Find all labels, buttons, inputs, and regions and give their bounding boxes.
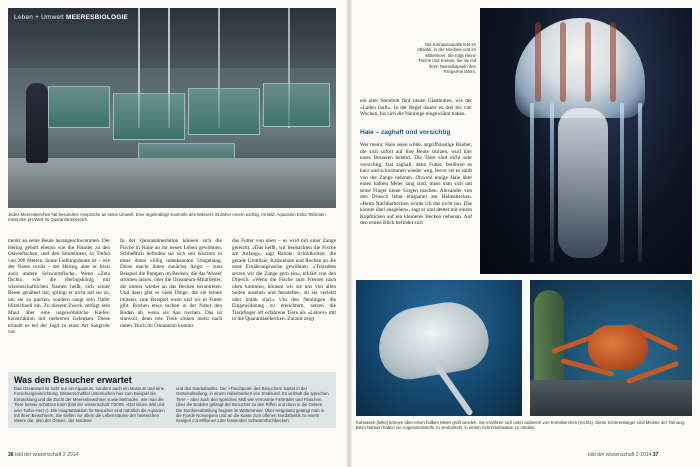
aquarium-tank — [188, 88, 260, 135]
jellyfish-tentacle — [638, 103, 642, 263]
ray-body — [373, 296, 493, 384]
box-text-right: und des Nordatlantiks. Der »Touchpool« des Besuchers startet in der Ostseeabteilung, in einem Hafenbecken von Stralsund. Es verläuft die typischen Tiere – aber auch den typischen Müll wie verrostete Fahrräder und Flaschen. Über die Bodden gelangt der Besucher zu den Riffen und dann in die Ostsee. Die Nordseeabteilung beginnt im Wattenmeer. Über Helgoland gelangt man in die Fjorde Norwegens und an die Kante zum offenen Nordatlantik zu einem riesigen 2,6 Millionen Liter fassenden Schwarmfischbecken. — [176, 386, 329, 424]
jellyfish-tentacle — [530, 103, 534, 263]
kicker-topic: MEERESBIOLOGIE — [65, 14, 128, 21]
seabed-rock — [530, 380, 692, 416]
bell-stripe — [585, 22, 591, 102]
aquarium-lab-photo — [8, 8, 336, 208]
jellyfish-caption: Die Kompassqualle lebt im Atlantik, in der Nordsee und im Mittelmeer. Sie trägt kleine Fische und Krebse, die sie mit ihren Nesselkapseln ihre Fangarme lähmt. — [417, 42, 476, 75]
section-heading: Haie – zaghaft und vorsichtig — [360, 129, 451, 136]
aquarium-tank — [113, 93, 185, 140]
body-column-2: In der Quarantänestation können sich die Fische in Ruhe an ihr neues Leben gewöhnen. Schließlich befinden sie sich seit Kurzem in einer ihnen völlig unbekannten Umgebung. Diese macht ihnen zunächst Angst – zum Beispiel die Pumpen im Becken, die das Wasser strömen lassen, oder die Ozeaneum-Mitarbeiter, die immer wieder an das Becken herantreten. Und dann gibt es viele Dinge, die sie lernen müssen, zum Beispiel wann und wo es Futter gibt. Rochen etwa suchen in der Natur den Boden ab, wenn sie Aas riechen. Das ist sinnvoll, denn tote Tiere sinken meist nach unten. Doch im Ozeaneum kommt — [120, 238, 222, 329]
body-column-1: merkt an seine Beute herangeschwommen. Der Hering gehört ebenso wie die Flunder zu den Ostseefischen, und den Stintelmeer, in Tiefen von 200 Metern. Seine Lieblingsbeute ist – wie der Name verrät – der Hering, aber er frisst auch andere Schwarmfische. Wenn »Zeta fischt«, wie die Heringskönig mit wissenschaftlichen Namen heißt, sich seiner Beute genähert hat, springt er nicht auf sie zu, um sie zu packen, sondern saugt sein Opfer blitzschnell ein. Zu diesem Zweck verfügt sein Maul über eine ungewöhnliche Kiefer-konstruktion mit mehreren Gelenken. Diese erlaubt es bei der Jagd zu einer Art Saugrohr vor. — [8, 238, 110, 335]
footer-title: bild der wissenschaft 2·2014 — [14, 452, 79, 458]
right-body-intro: ein alter Steinbutt fünf neuen Glattbutten, wie der »Laden läuft«. In der Regel dauert es drei bis vier Wochen, bis sich die Neulinge eingewöhnt haben. — [360, 98, 472, 117]
bell-stripe — [610, 22, 616, 102]
jellyfish-tentacle — [550, 103, 554, 263]
section-kicker — [14, 14, 128, 21]
footer-title: bild der wissenschaft 2·2014 — [588, 452, 652, 458]
visitor-info-box — [8, 372, 336, 428]
jellyfish-tentacle — [620, 103, 624, 263]
box-title: Was den Besucher erwartet — [14, 375, 132, 385]
page-gutter — [346, 0, 352, 467]
body-column-3: das Futter von oben – es wird mit einer Zange gereicht. »Das heißt, wir beobachten die Fische am Anfang«, sagt Reiche. Schildkröten, die gerade Glotthaie, Katzenhaie und Rochen an die neue Ernährungsweise gewöhnen. »Trotzdem setzen wir die Zange gern ein«, erklärt von den Driesch. »Wenn die Fische zum Fressen nach oben kommen, können wir sie uns von allen Seiten ansehen und feststellen, ob sie verletzt oder krank sind.« Um den Neulingen die Eingewöhnung zu erleichtern, setzen die Tierpfleger oft erfahrene Tiere als »Lehrer« mit in die Quarantänebecken. Zurzeit zeigt — [232, 238, 336, 322]
box-text-left: Das Ozeaneum ist nicht nur ein Aquarium, sondern auch ein Museum und eine Forschungseinrichtung. Wissenschaftler untersuchen hier zum Beispiel die Entwicklung und die Zucht der Meeresbewohner sowie Methoden, wie man die Tiere besser schützen kann (bild der wissenschaft 7/2009, »Der kleine Wal und sein Turbo-Herz«). Die Hauptattraktion für Besucher sind natürlich die Aquarien mit ihren Bewohnern. Sie stellen vor allem die Lebensräume der heimischen Meere dar, also der Ostsee, der Nordsee — [14, 386, 165, 424]
kicker-section: Leben + Umwelt — [14, 14, 64, 21]
page-number: 37 — [652, 452, 659, 458]
bell-stripe — [535, 22, 541, 102]
page-number: 36 — [8, 452, 14, 458]
crab-photo — [530, 280, 692, 416]
lab-photo-caption: Jedes Meerestierchen hat besondere Ansprüche an seine Umwelt. Eine regelmäßige Kontrolle des Wassers ist daher enorm wichtig. Im Bild: Aquaristin Erika Teßmann misst den pH-Wert im Quarantänebereich. — [8, 212, 326, 223]
crab-body — [588, 325, 648, 370]
aquarium-tank — [48, 86, 110, 128]
left-footer — [8, 452, 78, 458]
right-footer — [588, 452, 658, 458]
bottom-photo-caption: Kuhnasen (links) können über einen halben Meter groß werden. Sie ernähren sich unter anderem von Krebstierchen (rechts). Diese Scherenbeiger sind Meister der Tarnung: Beim Nahsen haben sie Augenwerkstelle zu verdunkeln, in einem Schrecksituation zu urteilen. — [356, 420, 686, 431]
bell-stripe — [560, 22, 566, 102]
jellyfish-oral-arm — [558, 108, 608, 258]
ray-photo — [356, 280, 522, 416]
jellyfish-photo — [480, 8, 692, 274]
right-body-haie: Wer meint, Haie seien wilde, angriffslustige Räuber, die sich sofort auf ihre Beute stürzen, wird hier eines Besseren belehrt. Die Tiere sind nicht sehr vorsichtig, fast zaghaft, denn Futter, berühren es kurz und schwimmen wieder weg, bevor sie es sanft von der Zange nehmen. Obwohl einige Haie über einen halben Meter lang sind, muss man sich um seine Finger keine Sorgen machen. Alexander von den Driesch lehnt entspannt am Hallenbecken. »Beim Nachbarbecken würde ich das nicht tun. Das könnte übel ausgehen«, sagt er und deutet mit einem Kopfnicken auf ein kleineres Becken nebenan. Auf den ersten Blick befindet sich — [360, 142, 472, 226]
aquarium-tank — [263, 83, 330, 127]
aquarist-figure — [26, 83, 48, 163]
lab-bench — [8, 158, 336, 208]
